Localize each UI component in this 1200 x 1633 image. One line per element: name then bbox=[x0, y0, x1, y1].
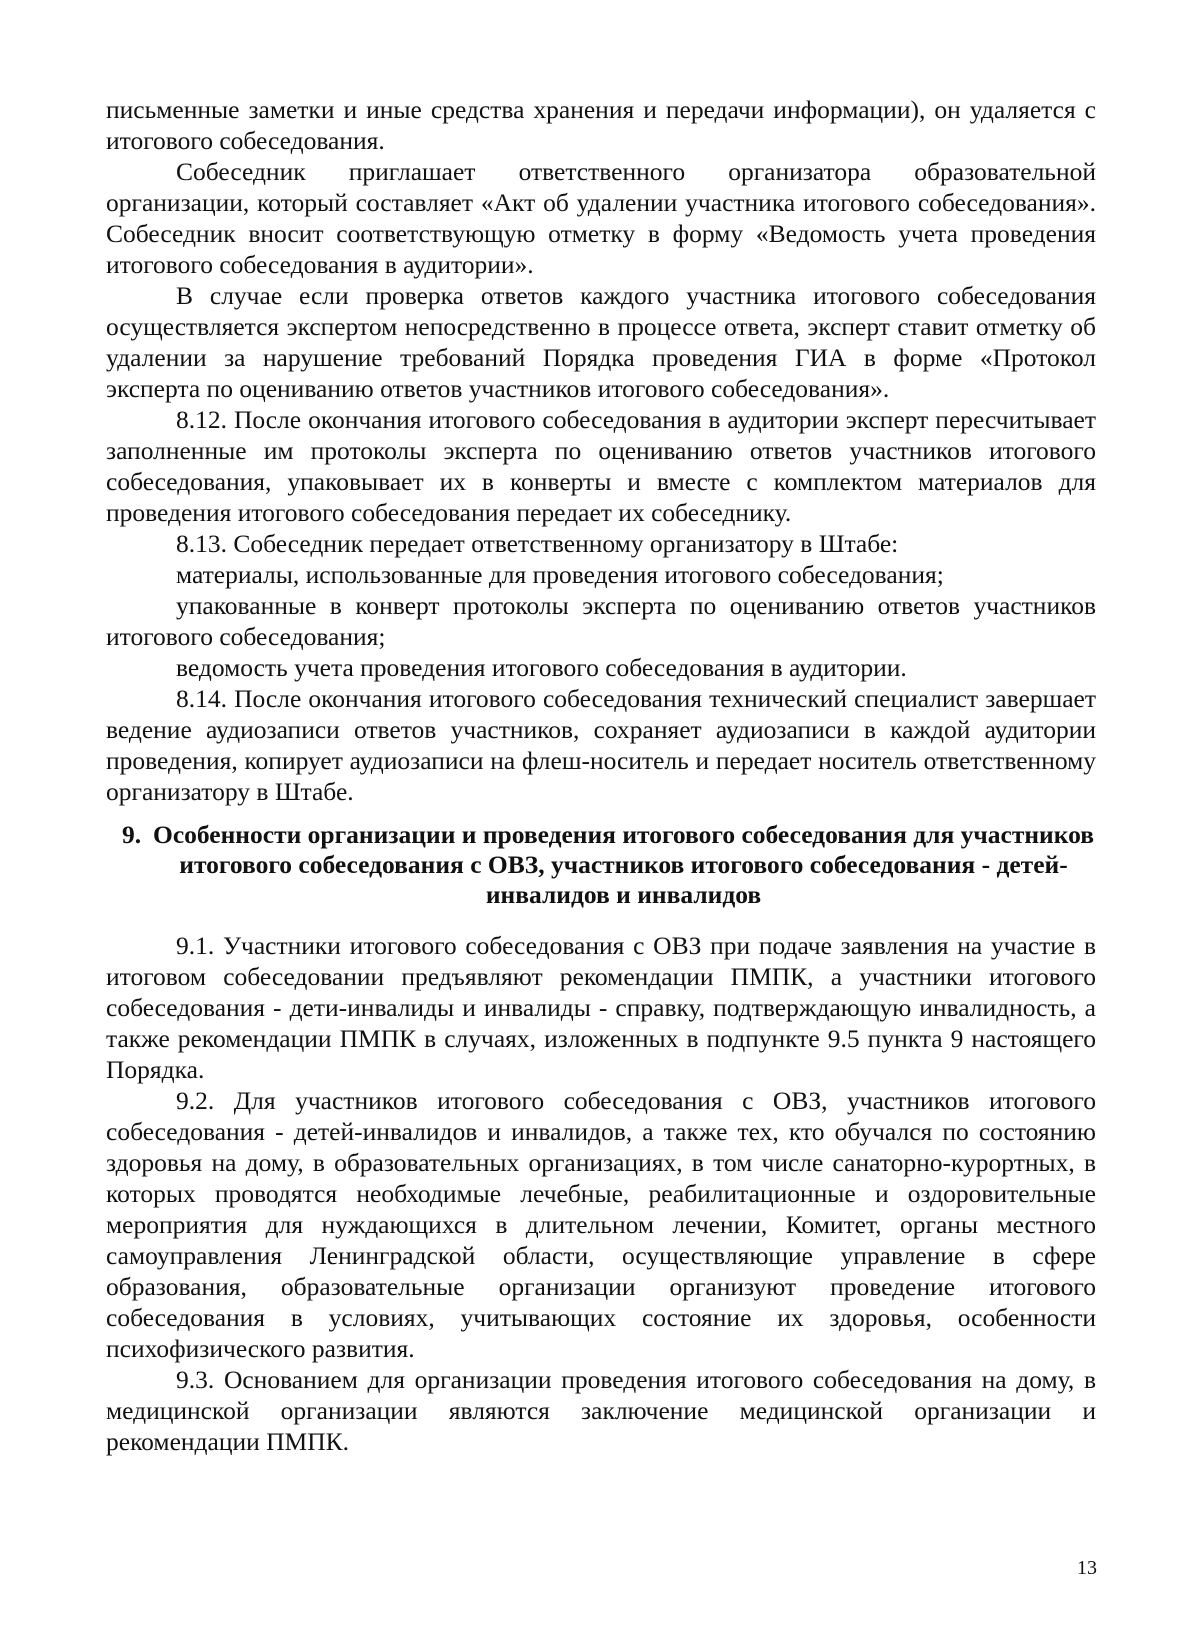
paragraph-removal-continuation: письменные заметки и иные средства хранения и передачи информации), он удаляется с итогового собеседования. bbox=[106, 95, 1096, 155]
section-heading bbox=[106, 820, 1096, 910]
paragraph-9-2: 9.2. Для участников итогового собеседования с ОВЗ, участников итогового собеседования - детей-инвалидов и инвалидов, а также тех, кто обучался по состоянию здоровья на дому, в образовательных организациях, в том числе санаторно-курортных, в которых проводятся необходимые лечебные, реабилитационные и оздоровительные мероприятия для нуждающихся в длительном лечении, Комитет, органы местного самоуправления Ленинградской области, осуществляющие управление в сфере образования, образовательные организации организуют проведение итогового собеседования в условиях, учитывающих состояние их здоровья, особенности психофизического развития. bbox=[106, 1086, 1096, 1363]
list-item-protocols: упакованные в конверт протоколы эксперта по оцениванию ответов участников итогового собеседования; bbox=[106, 591, 1096, 651]
paragraph-9-3: 9.3. Основанием для организации проведения итогового собеседования на дому, в медицинской организации являются заключение медицинской организации и рекомендации ПМПК. bbox=[106, 1365, 1096, 1456]
section-title: Особенности организации и проведения итогового собеседования для участников итогового собеседования с ОВЗ, участников итогового собеседования - детей-инвалидов и инвалидов bbox=[152, 820, 1094, 909]
paragraph-8-13: 8.13. Собеседник передает ответственному организатору в Штабе: bbox=[176, 529, 899, 558]
list-item-statement: ведомость учета проведения итогового собеседования в аудитории. bbox=[176, 653, 907, 682]
page-number: 13 bbox=[1077, 1557, 1097, 1579]
list-item-materials: материалы, использованные для проведения итогового собеседования; bbox=[176, 560, 944, 589]
paragraph-expert-mark: В случае если проверка ответов каждого участника итогового собеседования осуществляется экспертом непосредственно в процессе ответа, эксперт ставит отметку об удалении за нарушение требований Порядка проведения ГИА в форме «Протокол эксперта по оцениванию ответов участников итогового собеседования». bbox=[106, 281, 1096, 403]
section-number: 9. bbox=[122, 820, 142, 849]
paragraph-removal-act: Собеседник приглашает ответственного организатора образовательной организации, который составляет «Акт об удалении участника итогового собеседования». Собеседник вносит соответствующую отметку в форму «Ведомость учета проведения итогового собеседования в аудитории». bbox=[106, 157, 1096, 279]
paragraph-8-12: 8.12. После окончания итогового собеседования в аудитории эксперт пересчитывает заполненные им протоколы эксперта по оцениванию ответов участников итогового собеседования, упаковывает их в конверты и вместе с комплектом материалов для проведения итогового собеседования передает их собеседнику. bbox=[106, 405, 1096, 527]
paragraph-8-14: 8.14. После окончания итогового собеседования технический специалист завершает ведение аудиозаписи ответов участников, сохраняет аудиозаписи в каждой аудитории проведения, копирует аудиозаписи на флеш-носитель и передает носитель ответственному организатору в Штабе. bbox=[106, 684, 1096, 806]
document-body bbox=[106, 94, 1096, 1457]
paragraph-9-1: 9.1. Участники итогового собеседования с ОВЗ при подаче заявления на участие в итоговом собеседовании предъявляют рекомендации ПМПК, а участники итогового собеседования - дети-инвалиды и инвалиды - справку, подтверждающую инвалидность, а также рекомендации ПМПК в случаях, изложенных в подпункте 9.5 пункта 9 настоящего Порядка. bbox=[106, 931, 1096, 1084]
